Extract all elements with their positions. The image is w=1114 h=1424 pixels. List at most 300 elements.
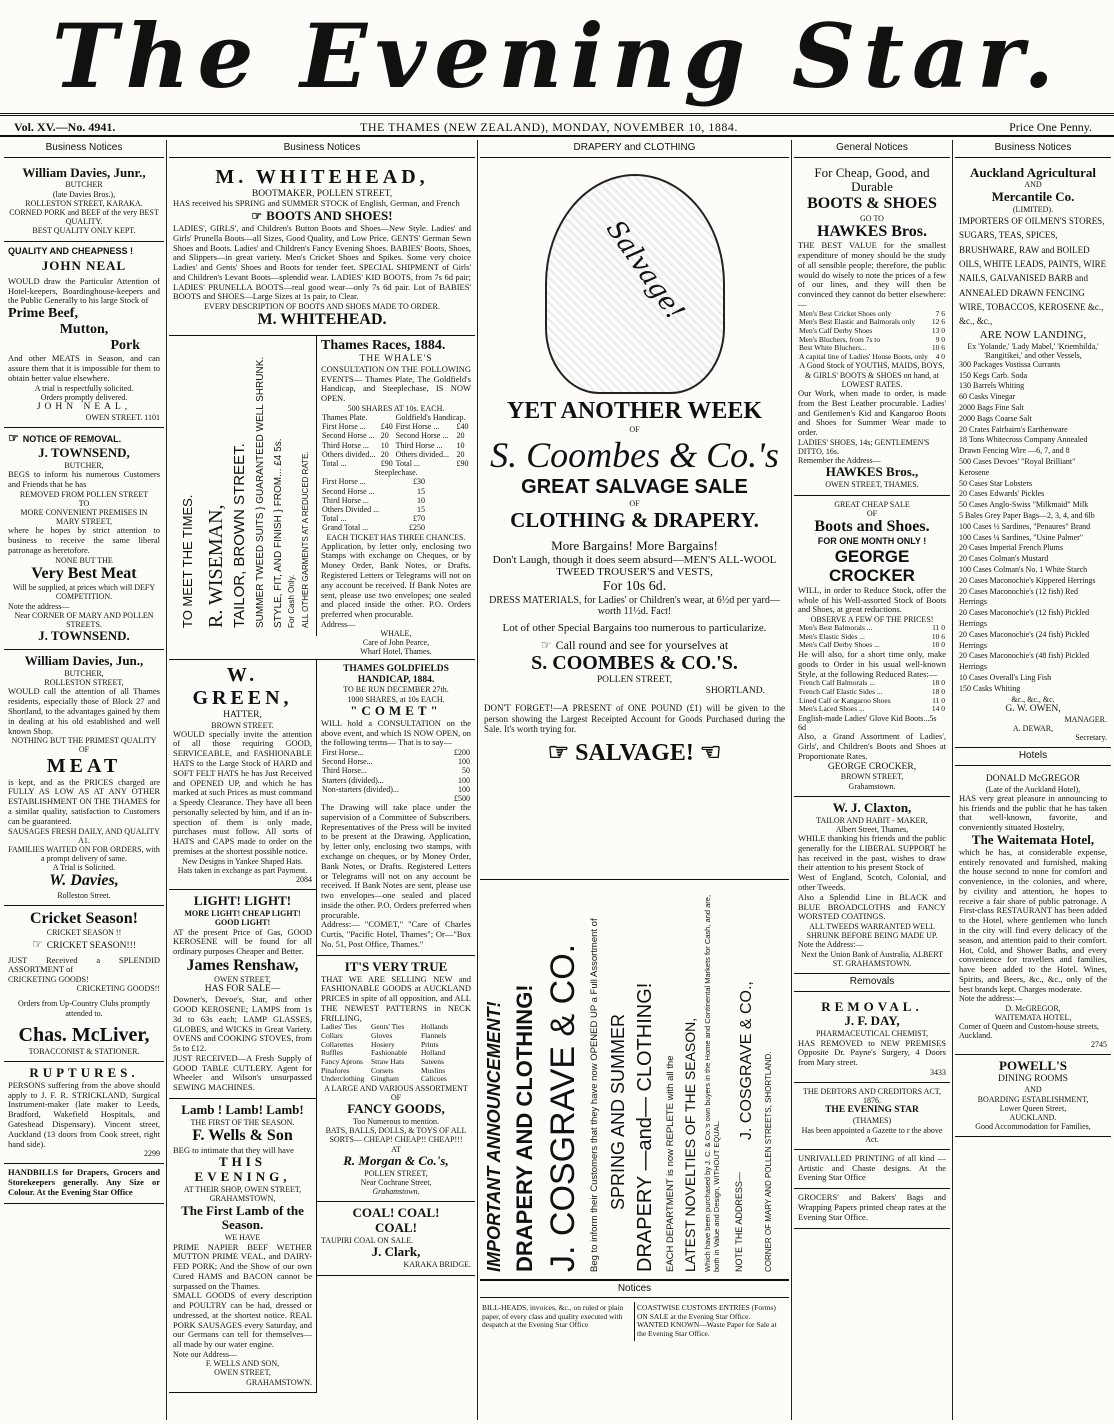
text: TAUPIRI COAL ON SALE. [321,1236,413,1246]
advertiser-name: J. COSGRAVE & CO. [544,943,582,1272]
ad-ruptures [4,1062,164,1164]
address: OWEN STREET, THAMES. [825,480,919,490]
address: BROWN STREET, [840,772,904,782]
section-header: Business Notices [169,140,475,158]
ad-body: BEGS to inform his numerous Customers and Friends that he has [8,469,160,489]
trade: PHARMACEUTICAL CHEMIST, [815,1029,928,1039]
list-item: 20 Crates Fairbairn's Earthenware [959,424,1068,434]
ad-waitemata-hotel [955,770,1111,1056]
list-item: 20 Cases Maconochie's (12 fish) Pickled Herrings [959,608,1090,629]
list-item: 20 Cases Maconochie's (12 fish) Red Herrings [959,586,1078,607]
list-item: Hosiery [371,1039,395,1049]
trade: BUTCHER, [64,669,104,679]
column-5 [955,140,1111,1420]
address: AUCKLAND. [1009,1112,1057,1122]
ad-body: WILL hold a CONSULTATION on the above event, and which IS NOW OPEN, on the following terms— That is to say— [321,717,471,748]
signature: HAWKES Bros., [825,464,919,480]
product: Pork [110,338,140,354]
pointing-hand-icon: ☞ [540,637,552,652]
pointing-hand-icon: ☞ [547,740,576,767]
list-item: Gents' Ties [371,1022,405,1032]
signature: A. DEWAR, [1012,723,1054,733]
signature: W. Davies, [49,872,119,890]
list-item: Hollands [421,1022,449,1032]
advertiser-name: F. Wells & Son [192,1127,293,1145]
list-item: Ladies' Ties [321,1022,357,1032]
ad-auckland-agricultural [955,162,1111,749]
ad-hawkes [794,162,950,496]
list-item: 18 Tons Whitecross Company Annealed Drawn Fencing Wire —6, 7, and 8 [959,435,1088,456]
table-row: Starters (divided)... 100 [322,775,470,785]
signature: J. TOWNSEND. [38,628,130,644]
text: A Trial is Solicited. [52,863,116,873]
address: POLLEN STREET, [596,675,673,686]
list-item: Prints [421,1039,439,1049]
section-header: DRAPERY and CLOTHING [480,140,789,158]
ad-body: Our Work, when made to order, is made from the Best Leather procurable. Ladies' and Gentlemen's Kid and Kangaroo Boots and Shoes for Summer Wear made to order. [798,388,946,438]
notice-customs: COASTWISE CUSTOMS ENTRIES (Forms) ON SALE at the Evening Star Office. [637,1303,776,1321]
ad-body: BEG to intimate that they will have [173,1144,294,1155]
address: Grahamstown. [372,1187,420,1197]
product: Prime Beef, [8,306,78,322]
address: GRAHAMSTOWN. [246,1377,312,1387]
table-row: Men's Bluchers, from 7s to 9 0 [799,334,945,344]
masthead [0,0,1114,112]
notice-billheads: BILL-HEADS, invoices, &c., on ruled or plain paper, of every class and quality executed with despatch at the Evening Star Office [480,1302,635,1341]
text: (Late of the Auckland Hotel), [985,784,1081,794]
list-item: Muslins [421,1065,446,1075]
ad-body: Lot of other Special Bargains too numerous to particularize. [502,621,767,634]
list-item: Ruffles [321,1048,343,1058]
text: Address— [321,619,356,629]
ad-body: Also, a Grand Assortment of Ladies', Girls', and Children's Boots and Shoes at Proportionate Rates. [798,731,946,761]
text: For Cash Only. [287,574,296,628]
advertiser-name: J. TOWNSEND, [38,445,130,460]
address: KARAKA BRIDGE. [403,1260,471,1270]
price-table [798,679,946,714]
list-item: 50 Cases Star Lobsters [959,478,1033,488]
headline: Boots and Shoes. [814,517,930,535]
list-item: 20 Cases Imperial French Plums [959,543,1063,553]
table-row: Non-starters (divided)... 100 [322,784,470,794]
table-row: Third Horse ... 10 [322,495,425,505]
volume-number: Vol. XV.—No. 4941. [14,120,116,134]
list-item: Straw Hats [371,1056,405,1066]
column-rule [952,140,953,1420]
ad-powells [955,1055,1111,1137]
headline: MEAT [46,754,122,777]
address: Near CORNER OF MARY AND POLLEN STREETS. [14,610,154,630]
list-item: 2000 Bags Coarse Salt [959,413,1032,423]
text: SUMMER TWEED SUITS } GUARANTEED WELL SHRUNK. [255,356,266,628]
text: LADIES' SHOES, 14s; GENTLEMEN'S DITTO, 16s. [798,437,930,457]
text: English-made Ladies' Glove Kid Boots...5s 6d [798,713,937,733]
ad-coal [317,1202,475,1275]
text: Note the address— [8,601,70,611]
ad-day [794,996,950,1084]
ad-neal [4,242,164,429]
table-row: French Calf Elastic Sides ... 18 0 [799,687,945,697]
text: ALL OTHER GARMENTS AT A REDUCED RATE. [301,451,310,628]
list-item: 2000 Bags Fine Salt [959,403,1024,413]
text: CORNED PORK and BEEF of the very BEST QUALITY. [9,208,159,227]
advertiser-name: William Davies, Jun., [24,653,144,669]
headline: SALVAGE! [575,740,694,767]
advertiser-name: M. WHITEHEAD, [215,165,429,188]
table-row: Men's Elastic Sides ... 10 6 [799,631,945,641]
ad-body: LADIES', GIRLS', and Children's Button Boots and Shoes—New Style. Ladies' and Girls' Prunella Boots—all Sizes, Good Quality, and Low Price. GENTS' German Sewn Shoes and Boots. Ladies' and Children's Fancy Evening Shoes. BABIES' Boots, Shoes, and Slippers—in great variety. Men's Cricket Shoes and Spikes. Some very choice Ladies' and Gents' Shoes and Boots for tender feet. SPECIAL SHIPMENT of Girls' and Children's Levant Boots—splendid wear. LADIES' KID BOOTS, from 7s 6d pair; LADIES' PRUNELLA BOOTS—real good wear—only 7s 6d pair. Lot of BABIES' BOOTS and SHOES—Large Sizes at 1s pair, to Clear. [173,223,471,302]
list-item: 50 Cases Anglo-Swiss "Milkmaid" Milk [959,500,1089,510]
table-header: Goldfield's Handicap. [395,413,466,423]
ad-body: PRIME NAPIER BEEF WETHER MUTTON PRIME VEAL, and DAIRY-FED PORK; And the Show of our own Cured HAMS and BACON cannot be surpassed on the Thames. [173,1241,312,1291]
text: Steeplechase. [374,468,418,478]
list-item: 500 Cases Devoes' "Royal Brilliant" Kerosene [959,457,1076,477]
list-item: Collars [321,1031,343,1041]
text: AND [1024,1085,1042,1095]
ad-body: DON'T FORGET!—A PRESENT of ONE POUND (£1) will be given to the person showing the Largest Receipted Account for Goods Purchased during the Sale. It's worth trying for. [484,703,785,734]
text: 1000 SHARES, at 10s EACH. [347,694,445,704]
headline: COAL! [375,1220,417,1236]
ad-body: SMALL GOODS of every description and POULTRY can be had, dressed or undressed, at the shortest notice. REAL PORK SAUSAGES every Saturday, and our Germans can tell for themselves—all made by our water engine. [173,1290,312,1350]
notice-waste-paper: WANTED KNOWN—Waste Paper for Sale at the Evening Star Office. [637,1320,777,1338]
headline: DINING ROOMS [998,1074,1068,1085]
text: (LIMITED). [1012,204,1054,214]
ad-goldfields-handicap [317,660,475,956]
address: Address:— "COMET," "Care of Charles Curtis, "Pacific Hotel, Thames"; Or—"Box No. 51, Post Office, Thames." [321,919,471,949]
headline: YET ANOTHER WEEK [506,397,763,424]
text: BOARDING ESTABLISHMENT, [977,1094,1089,1104]
address: AT THEIR SHOP, OWEN STREET, GRAHAMSTOWN, [183,1185,302,1204]
price-table [798,310,946,362]
address: CORNER OF MARY AND POLLEN STREETS, SHORTLAND. [764,1051,773,1272]
headline: CLOTHING & DRAPERY. [510,508,759,533]
text: CRICKET SEASON !! [46,928,122,938]
text: AND [1024,180,1042,190]
headline: THE DEBTORS AND CREDITORS ACT, 1876. [802,1087,941,1106]
pointing-hand-icon: ☞ [8,431,19,446]
text: EACH TICKET HAS THREE CHANCES. [326,532,466,542]
advertiser-name: W. GREEN, [192,663,293,709]
price: Price One Penny. [1009,120,1092,134]
table-header: Thames Plate. [322,413,368,423]
ad-heading: NOTICE OF REMOVAL. [22,434,122,445]
ad-body: IMPORTERS OF OILMEN'S STORES, SUGARS, TEAS, SPICES, BRUSHWARE, RAW and BOILED OILS, WHITE LEADS, PAINTS, WIRE NAILS, GALVANISED BARB and ANNEALED DRAWN FENCING WIRE, TOBACCOS, KEROSENE &c., &c., &c., [959,215,1107,327]
table-row: Men's Best Elastic and Balmorals only 12 6 [799,317,945,327]
text: WHALE, [380,629,412,639]
text: MORE LIGHT! CHEAP LIGHT! GOOD LIGHT! [184,909,301,928]
list-item: 20 Cases Edwards' Pickles [959,489,1045,499]
headline: DRAPERY AND CLOTHING! [512,983,537,1272]
ad-body: DRESS MATERIALS, for Ladies' or Children's wear, at 6½d per yard—worth 11½d. Fact! [489,594,780,618]
headline: REMOVAL. [821,998,923,1014]
list-item: 5 Bales Grey Paper Bags—2, 3, 4, and 6lb [959,511,1095,521]
trade: BUTCHER, [64,460,104,470]
text: Good Accommodation for Families, [975,1122,1091,1132]
table-row: Second Horse ... 20 Second Horse ... 20 [322,431,465,441]
advertiser-name: James Renshaw, [186,956,299,974]
ad-green [169,660,316,891]
text: NONE BUT THE [55,555,113,565]
ad-body: Downer's, Devoe's, Star, and other GOOD KEROSENE; LAMPS from 1s 3d to 63s each; LAMP GLASSES, GLOBES, and WICKS in Great Variety. OVENS and COOKING STOVES, from 5s to £12. [173,994,312,1054]
list-item: 150 Kegs Carb. Soda [959,370,1027,380]
text: OF [629,425,640,435]
prize-table [321,748,471,803]
table-row: Men's Calf Derby Shoes 13 0 [799,325,945,335]
headline: Lamb ! Lamb! Lamb! [181,1101,304,1117]
text: (THAMES) [852,1116,892,1126]
ad-cosgrave [480,880,789,1280]
ad-number: 2299 [144,1149,160,1159]
headline: IMPORTANT ANNOUNCEMENT! [484,1000,504,1272]
address: ROLLESTON STREET, [44,678,124,688]
text: Beg to inform their Customers that they have now OPENED UP a Full Assortment of [589,917,600,1272]
ad-number: 2084 [296,875,312,885]
text: New Designs in Yankee Shaped Hats. [182,856,303,866]
address: Near Cochrane Street, [360,1177,432,1187]
address: OWEN STREET, [214,1368,271,1378]
advertiser-name: S. Coombes & Co.'s [490,435,779,476]
text: NOTE THE ADDRESS— [734,1171,744,1272]
table-row: Total ... £70 [322,514,425,524]
text: &c., &c., &c. [1011,694,1055,704]
list-item: 100 Cases Colman's No. 1 White Starch [959,565,1088,575]
headline: The First Lamb of the Season. [181,1202,304,1233]
ad-body: WOULD call the attention of all Thames residents, especially those of Block 27 and Shortland, to the advantages gained by them in dealing at his old established and well known Shop. [8,686,160,736]
advertiser-name: W. J. Claxton, [832,799,912,815]
address: ROLLESTON STREET, KARAKA. [25,198,143,208]
ad-whitehead [169,162,475,336]
advertiser-name: JOHN NEAL [41,257,127,273]
text: NOTHING BUT THE PRIMEST QUALITY OF [11,736,157,755]
ad-heading: QUALITY AND CHEAPNESS ! [8,245,134,256]
list-item: 100 Cases ½ Sardines, "Penaures" Brand [959,521,1091,531]
list-item: 100 Cases ¼ Sardines, "Usine Palmer" [959,532,1084,542]
headline: IT'S VERY TRUE [344,958,448,974]
text: More Bargains! More Bargains! [551,537,718,553]
text: Orders promptly delivered. [40,392,128,402]
price: For 10s 6d. [602,578,667,594]
column-rule [166,140,167,1420]
advertiser-name: J. F. DAY, [844,1013,900,1029]
ad-body: JUST Received a SPLENDID ASSORTMENT of [8,954,160,975]
text: OF [866,508,878,518]
table-row: Men's Best Cricket Shoes only 7 6 [799,308,945,318]
ad-body: AT the present Price of Gas, GOOD KEROSENE will be found for all ordinary purposes Cheaper and Better. [173,926,312,957]
advertiser-name: Auckland Agricultural [969,164,1097,180]
table-row: £500 [454,793,470,803]
address: OWEN STREET. [85,413,143,423]
address: BROWN STREET. [211,720,274,730]
signature: F. WELLS AND SON, [205,1359,280,1369]
headline: THAMES GOLDFIELDS HANDICAP, 1884. [343,663,449,685]
trade: BOOTMAKER, POLLEN STREET, [251,188,393,199]
table-row: Others Divided ... 15 [322,504,425,514]
ad-body: HANDBILLS for Drapers, Grocers and Storekeepers generally. Any Size or Colour. At the Evening Star Office [8,1167,160,1197]
list-item: 60 Casks Vinegar [959,392,1016,402]
address: SHORTLAND. [705,686,765,697]
text: "COMET" [350,702,442,718]
ad-davies [4,162,164,242]
text: GO TO [860,213,884,223]
list-item: 20 Cases Maconochie's (48 fish) Pickled Herrings [959,651,1090,672]
list-item: Calicoes [421,1074,447,1084]
list-item: Fashionable [371,1048,408,1058]
headline: ARE NOW LANDING, [979,328,1087,341]
column-4 [794,140,950,1420]
list-item: 20 Cases Maconochie's Kippered Herrings [959,575,1096,585]
text: BEST QUALITY ONLY KEPT. [32,226,136,236]
headline: Very Best Meat [31,564,137,582]
ad-light [169,890,316,1099]
advertiser-name: Chas. McLiver, [18,1023,150,1046]
table-row: Second Horse... 100 [322,757,470,767]
text: THE WHALE'S [359,353,433,364]
advertiser-name: J. Clark, [371,1244,421,1260]
list-item: 20 Cases Maconochie's (24 fish) Pickled Herrings [959,629,1090,650]
headline: LATEST NOVELTIES OF THE SEASON, [682,1017,698,1272]
ad-body: THE BEST VALUE for the smallest expenditure of money should be the study of all sensible people; therefore, the public would do wisely to note the prices of a few of our lines, and they will then be convinced they cannot do better elsewhere:— [798,240,946,309]
text: STYLE, FIT, AND FINISH } FROM... £4 5s. [273,438,284,628]
text: Orders from Up-Country Clubs promptly attended to. [18,999,150,1018]
ad-body: Don't Laugh, though it does seem absurd—MEN'S ALL-WOOL TWEED TROUSER'S and VESTS, [492,553,777,579]
text: Will be supplied, at prices which will DEFY COMPETITION. [12,583,156,602]
text: FOR ONE MONTH ONLY ! [817,536,927,547]
trade: HATTER, [223,709,262,720]
ad-body: CONSULTATION ON THE FOLLOWING EVENTS— Thames Plate, The Goldfield's Handicap, and Steeplechase, IS NOW OPEN. [321,363,471,404]
table-row: Third Horse... 50 [322,766,470,776]
text: TO BE RUN DECEMBER 27th. [343,685,449,695]
section-header: Removals [794,974,950,992]
text: GREAT CHEAP SALE [834,499,910,509]
text: Hats taken in exchange as part Payment. [177,865,308,875]
pointing-hand-icon: ☞ [251,209,263,224]
headline: COAL! COAL! [352,1205,440,1221]
ad-number: 2745 [1091,1040,1107,1050]
signature: G. W. OWEN, [1005,703,1061,714]
ad-body: Also a Splendid Line in BLACK and BLUE BROADCLOTHS and FANCY WORSTED COATINGS. [798,891,946,922]
text: EVERY DESCRIPTION OF BOOTS AND SHOES MADE TO ORDER. [204,302,440,312]
text: Remember the Address— [798,456,881,466]
list-item: Collarettes [321,1039,354,1049]
trade: BUTCHER [65,180,103,190]
text: Care of John Pearce, [362,638,430,648]
list-item: Sateens [421,1056,444,1066]
address: Grahamstown. [848,781,896,791]
ad-very-true [317,956,475,1203]
headline: GREAT SALVAGE SALE [521,476,748,499]
text: A LARGE AND VARIOUS ASSORTMENT OF [324,1083,468,1102]
text: TO [78,498,90,508]
text: THE EVENING STAR [825,1105,919,1116]
list-item: Corsets [371,1065,394,1075]
notice-grocers-bags: GROCERS' and Bakers' Bags and Wrapping Papers printed cheap rates at the Evening Star Office. [794,1189,950,1228]
text: MORE CONVENIENT PREMISES IN MARY STREET, [20,508,148,527]
text: BATS, BALLS, DOLLS, & TOYS OF ALL SORTS— CHEAP! CHEAP!! CHEAP!!! [325,1126,467,1145]
text: A trial is respectfully solicited. [34,383,134,393]
ad-body: West of England, Scotch, Colonial, and other Tweeds. [798,872,946,892]
advertiser-name: J. COSGRAVE & CO., [738,980,755,1140]
text: Secretary. [1075,733,1107,743]
text: OF [629,499,640,509]
table-row: First Horse ... £30 [322,477,425,487]
headline: Cricket Season! [30,910,138,928]
text: CRICKET SEASON!!! [46,940,137,951]
list-item: 150 Casks Whiting [959,683,1021,693]
advertiser-name: R. Morgan & Co.'s, [343,1152,449,1168]
advertiser-name: R. WISEMAN, [205,504,227,628]
trade: TAILOR AND HABIT - MAKER, [816,815,928,825]
column-rule [791,140,792,1420]
table-row: Best White Bluchers... 10 6 [799,343,945,353]
table-row: Men's Best Balmorals ... 11 0 [799,623,945,633]
text: Note the address:— [959,994,1023,1004]
list-item: 20 Cases Colman's Mustard [959,554,1049,564]
text: THIS EVENING, [194,1154,291,1185]
text: Call round and see for yourselves at [555,637,729,652]
trade: TOBACCONIST & STATIONER. [28,1046,140,1056]
dateline [0,113,1114,137]
table-row: First Horse ... £40 First Horse ... £40 [322,422,469,432]
pointing-hand-icon: ☞ [31,936,43,951]
table-row: Total ... £90 Total ... £90 [322,459,469,469]
section-header: Hotels [955,748,1111,766]
list-item: 130 Barrels Whiting [959,381,1025,391]
table-row: Second Horse ... 15 [322,486,425,496]
place-and-date: THE THAMES (NEW ZEALAND), MONDAY, NOVEMBER 10, 1884. [360,120,738,134]
headline: For Cheap, Good, and Durable [814,164,930,195]
address: POLLEN STREET, [364,1168,428,1178]
goods-list [321,1023,471,1083]
price-table [798,624,946,650]
salvage-scroll-illustration [545,174,725,394]
table-row: Grand Total ... £250 [322,523,425,533]
section-header: Business Notices [955,140,1111,158]
list-item: 10 Cases Overall's Ling Fish [959,673,1052,682]
text: CRICKETING GOODS!! [76,984,160,994]
ad-cricket [4,906,164,1062]
ad-body: HAS received his SPRING and SUMMER STOCK of English, German, and French [173,198,460,209]
ad-handbills [4,1164,164,1203]
text: Which have been purchased by J. C. & Co.'s own buyers in the Home and Continental Markets for Cash, and are, both in Value and Design, WITHOUT EQUAL. [703,894,721,1272]
list-item: Underclothing [321,1074,365,1084]
table-row: Lined Calf or Kangaroo Shoes 11 0 [799,695,945,705]
text: Note the Address:— [798,940,864,950]
advertiser-name: POWELL'S [999,1058,1067,1074]
signature: JOHN NEAL, [36,402,132,413]
column-rule [477,140,478,1420]
headline: LIGHT! LIGHT! [193,893,292,909]
text: Has been appointed a Gazette to r the above Act. [801,1125,943,1144]
ad-body: He will also, for a short time only, make goods to Order in his usual well-known Style, at the following Reduced Rates:— [798,649,946,679]
headline: Thames Races, 1884. [321,337,446,353]
ad-number: 1101 [144,413,160,423]
text: SAUSAGES FRESH DAILY, AND QUALITY A1. [8,826,160,845]
notice-printing: UNRIVALLED PRINTING of all kind —Artistic and Chaste designs. At the Evening Star Office [794,1150,950,1189]
ad-body: JUST RECEIVED—A Fresh Supply of GOOD TABLE CUTLERY. Agent for Wheeler and Wilson's unsurpassed SEWING MACHINES. [173,1052,312,1093]
text: REMOVED FROM POLLEN STREET [19,489,149,499]
text: EACH DEPARTMENT is now REPLETE with all the [665,1055,676,1272]
signature: GEORGE CROCKER, [827,761,917,772]
signature: D. McGREGOR, [1005,1003,1061,1013]
text: WE HAVE [224,1233,261,1243]
headline: BOOTS & SHOES [807,195,937,213]
ad-body: And other MEATS in Season, and can assure them that it is impossible for them to obtain better value elsewhere. [8,353,160,383]
text: ALL TWEEDS WARRANTED WELL SHRUNK BEFORE BEING MADE UP. [806,922,938,941]
address: Next the Union Bank of Australia, ALBERT ST. GRAHAMSTOWN. [801,949,943,968]
ad-body: Application, by letter only, enclosing two Stamps with exchange on Cheques, or by Money Order, Bank Notes, or Drafts. Registered Letters or Telegrams will not on any account be received. If Bank Notes are sent, please use two envelopes; one sealed and placed inside the other. P.O. Orders preferred when procurable. [321,540,471,620]
table-row: Men's Laced Shoes ... 14 0 [799,704,945,714]
list-item: Holland [421,1048,446,1058]
